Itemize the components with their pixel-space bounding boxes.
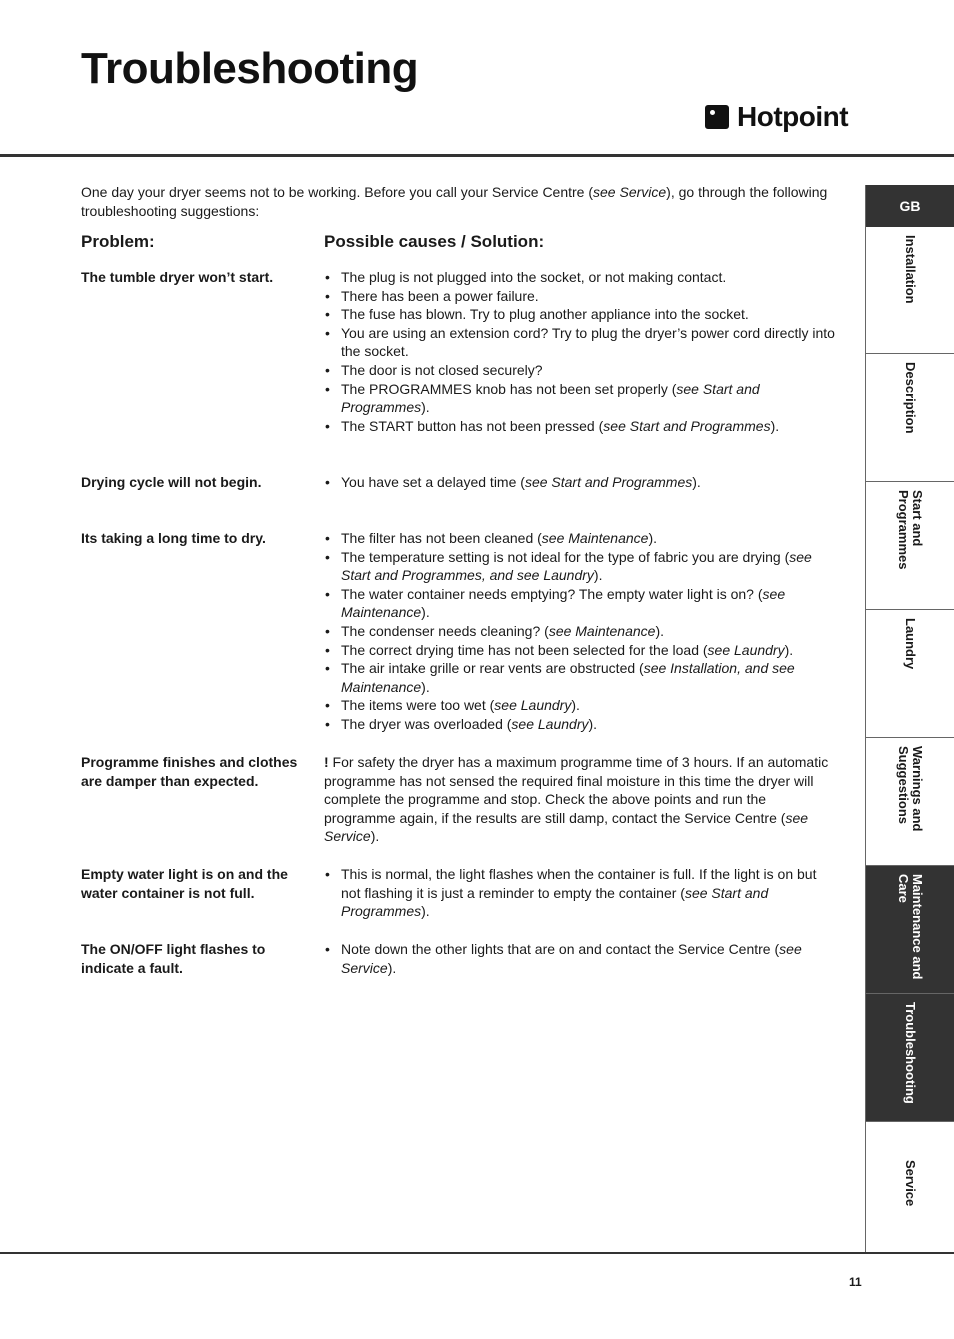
cause-item: • This is normal, the light flashes when the container is full. If the light is on but not flashing it is just a reminder to empty the container (see Start and Programmes). [324, 865, 836, 921]
tab-troubleshooting[interactable]: Troubleshooting [866, 994, 954, 1122]
cause-item: • The plug is not plugged into the socket, or not making contact. [324, 268, 836, 287]
tab-start-and-programmes[interactable]: Start and Programmes [866, 482, 954, 610]
cause-item: • The PROGRAMMES knob has not been set properly (see Start and Programmes). [324, 380, 836, 417]
intro-text: One day your dryer seems not to be working. Before you call your Service Centre (see Service), go through the following troubleshooting suggestions: [81, 184, 828, 219]
brand-name: Hotpoint [737, 101, 849, 132]
cause-item: • The START button has not been pressed (see Start and Programmes). [324, 417, 836, 436]
cause-item: • The air intake grille or rear vents are obstructed (see Installation, and see Maintenance). [324, 659, 836, 696]
warning-mark: ! [324, 754, 329, 770]
tab-service[interactable]: Service [903, 1160, 918, 1207]
cause-item: • The filter has not been cleaned (see Maintenance). [324, 529, 836, 548]
problem-column-header: Problem: [81, 232, 155, 251]
tab-installation[interactable]: Installation [866, 227, 954, 354]
tab-description[interactable]: Description [866, 354, 954, 482]
intro-reference: see Service [593, 184, 667, 200]
safety-note: ! For safety the dryer has a maximum programme time of 3 hours. If an automatic programme has not sensed the required final moisture in this time the dryer will complete the programme and stop. Check the above points and run the programme again, if the results are still damp, contact the Service Centre (see Service). [324, 754, 829, 845]
problem-label: Empty water light is on and the water container is not full. [81, 866, 288, 901]
cause-item: • You have set a delayed time (see Start and Programmes). [324, 473, 836, 492]
footer-divider [0, 1252, 954, 1254]
solution-list [324, 268, 836, 435]
hotpoint-logo-icon [705, 105, 729, 129]
causes-column-header: Possible causes / Solution: [324, 232, 545, 251]
tab-laundry[interactable]: Laundry [866, 610, 954, 738]
tab-maintenance-and-care[interactable]: Maintenance and Care [866, 866, 954, 994]
header-divider [0, 154, 954, 157]
solution-list [324, 940, 836, 977]
cause-item: • The condenser needs cleaning? (see Maintenance). [324, 622, 836, 641]
tab-language-gb[interactable]: GB [866, 185, 954, 227]
cause-item: • Note down the other lights that are on and contact the Service Centre (see Service). [324, 940, 836, 977]
problem-label: Its taking a long time to dry. [81, 530, 266, 546]
solution-list [324, 865, 836, 921]
cause-item: • The items were too wet (see Laundry). [324, 696, 836, 715]
problem-label: Programme finishes and clothes are damper than expected. [81, 754, 298, 789]
page-number: 11 [849, 1275, 862, 1289]
tab-warnings-and-suggestions[interactable]: Warnings and Suggestions [866, 738, 954, 866]
cause-item: • You are using an extension cord? Try to plug the dryer’s power cord directly into the socket. [324, 324, 836, 361]
cause-item: • The correct drying time has not been selected for the load (see Laundry). [324, 641, 836, 660]
cause-item: • The fuse has blown. Try to plug another appliance into the socket. [324, 305, 836, 324]
cause-item: • There has been a power failure. [324, 287, 836, 306]
problem-label: The tumble dryer won’t start. [81, 269, 274, 285]
cause-item: • The door is not closed securely? [324, 361, 836, 380]
page-title: Troubleshooting [81, 44, 419, 93]
cause-item: • The temperature setting is not ideal for the type of fabric you are drying (see Start and Programmes, and see Laundry). [324, 548, 836, 585]
cause-item: • The dryer was overloaded (see Laundry). [324, 715, 836, 734]
brand-logo [705, 101, 848, 133]
solution-list [324, 529, 836, 734]
problem-label: Drying cycle will not begin. [81, 474, 262, 490]
cause-item: • The water container needs emptying? The empty water light is on? (see Maintenance). [324, 585, 836, 622]
solution-list [324, 473, 836, 492]
problem-label: The ON/OFF light flashes to indicate a fault. [81, 941, 266, 976]
